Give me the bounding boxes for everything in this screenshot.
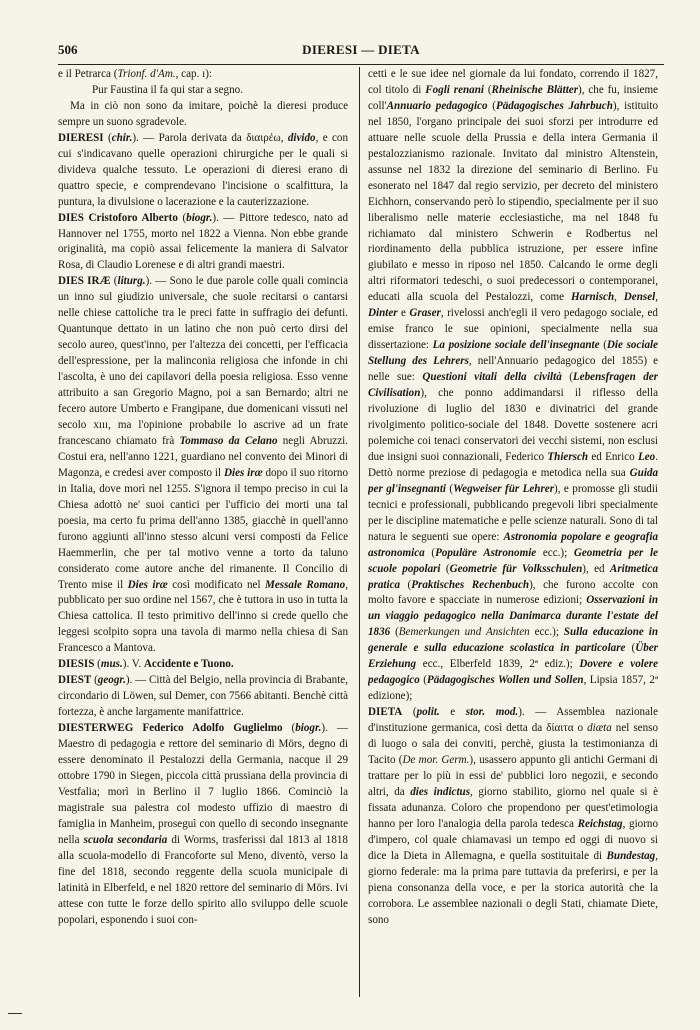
headword: DIES Cristoforo Alberto: [58, 211, 178, 224]
text-run: Dies iræ: [223, 466, 263, 479]
text-run: (: [402, 706, 417, 719]
text-run: La posizione sociale dell'insegnante: [432, 339, 600, 352]
verse-quote: [58, 83, 348, 99]
text-run: , Lipsia 1857, 2ª edizione);: [368, 674, 658, 703]
text-run: (: [599, 339, 607, 352]
text-run: Dovere e volere pedagogico: [368, 658, 658, 687]
text-run: Populäre Astronomie: [435, 546, 537, 559]
text-run: (: [94, 658, 101, 671]
text-run: Die sociale Stellung des Lehrers: [368, 339, 658, 368]
text-run: mus.: [100, 658, 123, 671]
text-run: così modificato nel: [167, 578, 265, 591]
text-run: (: [103, 131, 112, 144]
text-run: ), che furono accolte con molto favore e spacciate in numerose edizioni;: [368, 578, 658, 607]
headword: DIERESI: [58, 131, 104, 144]
text-run: negli Abruzzi. Costui era, nell'anno 1221, guardiano nel convento dei Minori di Magonza, e credesi aver composto il: [58, 434, 348, 479]
page-number: 506: [58, 42, 78, 57]
text-run: (: [487, 99, 496, 112]
text-run: ). — Pittore tedesco, nato ad Hannover nel 1755, morto nel 1822 a Vienna. Non ebbe grande originalità, ma copiò assai felicemente la maniera di Salvator Rosa, di Claudio Lorenese e di altri grandi maestri.: [58, 211, 348, 272]
text-run: polit.: [416, 706, 440, 719]
text-run: ), che fu, insieme coll': [368, 83, 658, 112]
text-run: , cap. ı):: [175, 68, 212, 80]
text-run: (: [419, 674, 427, 687]
text-run: Bemerkungen und Ansichten: [398, 626, 530, 639]
column-divider: [359, 67, 360, 997]
page-header: [58, 42, 664, 60]
text-run: Dinter: [368, 307, 398, 320]
text-run: stor. mod.: [465, 706, 519, 719]
running-title: DIERESI — DIETA: [302, 42, 420, 57]
text-run: , e con cui s'indicavano quelle operazioni chirurgiche per le quali si divideva qualche tessuto. Le operazioni di dieresi erano di quattro specie, e comprendevano l'incisione o scalfittura, la puntura, la divulsione o lacerazione e la cauterizzazione.: [58, 131, 348, 208]
entry-diesterweg: [58, 721, 348, 928]
text-run: (: [91, 674, 98, 687]
text-run: (: [446, 482, 454, 495]
text-run: (: [561, 371, 573, 384]
paragraph: [58, 67, 348, 83]
margin-mark: [8, 1013, 22, 1014]
headword: DIESIS: [58, 658, 95, 671]
text-run: dopo il suo ritorno in Italia, dove morì nel 1255. S'ignora il tempo preciso in cui la Chiesa adottò ne' suoi cantici per l'ufficio dei morti una tal poesia, ma certo fu prima dell'anno 1385, giacchè in quell'anno furono aggiunti all'inno stesso alcuni versi composti da Felice Haemmerlin, che per tal motivo venne a torto da taluno considerato come autore anche del rimanente. Il Concilio di Trento mise il: [58, 466, 348, 591]
text-run: . Dettò norme preziose di pedagogia e metodica nella sua: [368, 450, 658, 479]
text-run: Geometrie für Volksschulen: [449, 562, 583, 575]
text-run: (: [400, 578, 412, 591]
text-run: ), istituito nel 1850, l'organo principale dei suoi sforzi per introdurre ed attuare nelle scuole della Prussia e della intera Germania il pestalozzianismo razionale. Invitato dal ministro Altenstein, assunse nel 1832 la direzione del seminario di Berlino. Fu esonerato nel 1847 dal regio servizio, per decreto del ministero Eichhorn, conservando però lo stipendio, specialmente per il suo liberalismo nelle materie ecclesiastiche, ma nel 1848 fu richiamato dal ministero Schwerin e Rodbertus nel riordinamento della pubblica istruzione, per essere infine giubilato e messo in riposo nel 1850. Calcando le orme degli altri riformatori tedeschi, o suoi predecessori o contemporanei, educati alla scuola del Pestalozzi, come: [368, 99, 658, 304]
text-run: biogr.: [295, 722, 322, 735]
text-run: Leo: [637, 450, 656, 463]
header-rule: [58, 64, 664, 65]
text-run: Fogli renani: [425, 83, 484, 96]
text-run: liturg.: [117, 275, 146, 288]
text-run: , pubblicato per suo ordine nel 1567, che è tuttora in uso in tutta la Chiesa cattolica. Il testo primitivo dell'inno si crede quello che leggesi scolpito sopra una tavola di marmo nella chiesa di San Francesco a Mantova.: [58, 578, 348, 655]
text-run: Dies iræ: [127, 578, 168, 591]
text-run: ), e promosse gli studii tecnici e professionali, pubblicando pregevoli libri specialmente per le discipline matematiche e pelle scienze naturali. Sono di tal natura le seguenti sue opere:: [368, 482, 658, 543]
text-run: dies indictus: [410, 785, 471, 798]
text-run: ). — Maestro di pedagogia e rettore del seminario di Mörs, degno di essere denominato il Pestalozzi della Germania, nacque il 29 ottobre 1790 in Siegen, piccola città prussiana della provincia di Vestfalia; morì in Berlino il 7 luglio 1866. Cominciò la magistrale sua palestra col modesto uffizio di maestro di famiglia in Manheim, proseguì con quello di secondo insegnante nella: [58, 722, 348, 846]
text-run: ). V.: [122, 658, 144, 671]
paragraph: [58, 99, 348, 131]
text-run: (: [282, 722, 296, 735]
text-run: Lebensfragen der Civilisation: [368, 371, 658, 400]
text-run: Trionf. d'Am.: [117, 68, 176, 80]
text-run: ). — Sono le due parole colle quali comincia un inno sul giudizio universale, che suole recitarsi o cantarsi nelle chiese cattoliche tra le preci fatte in suffragio dei defunti. Quantunque dettato in un latino che non può certo dirsi del secolo aureo, quest'inno, per l'altezza dei concetti, per l'efficacia dell'espressione, per la malinconia religiosa che infonde in chi l'ascolta, è uno dei capilavori della poesia religiosa. Esso venne attribuito a san Gregorio Magno, poi a san Bernardo; altri ne fecero autore Umberto e Frangipane, due domenicani vissuti nel secolo xııı, ma l'opinione probabile lo ascrive ad un frate francescano chiamato frà: [58, 275, 348, 447]
text-run: Messale Romano: [264, 578, 346, 591]
text-run: ed Enrico: [588, 450, 638, 463]
text-run: Astronomia popolare e geografia astronomica: [368, 530, 658, 559]
entry-dieresi: [58, 131, 348, 211]
text-run: Graser: [409, 307, 441, 320]
text-run: , rivelossi anch'egli il vero pedagogo sociale, ed emise franco le sue opinioni, specialmente nella sua dissertazione:: [368, 307, 658, 352]
text-run: Harnisch: [570, 291, 615, 304]
text-run: ecc.);: [529, 626, 564, 639]
headword: DIETA: [368, 706, 403, 719]
text-run: di Worms, trasferissi dal 1813 al 1818 alla scuola-modello di Francoforte sul Meno, diventò, verso la fine del 1818, secondo reggente della scuola municipale di latinità in Elberfeld, e nel 1820 rettore del seminario di Mörs. Ivi attese con tutte le forze dello spirito allo sviluppo delle scuole popolari, esponendo i suoi con-: [58, 833, 348, 926]
text-run: chir.: [111, 131, 133, 144]
text-run: biogr.: [186, 211, 213, 224]
text-run: Questioni vitali della civiltà: [422, 371, 562, 384]
text-run: , giorno stabilito, giorno nel quale si è fissata adunanza. Coloro che propendono per quest'etimologia hanno per loro l'analogia della parola tedesca: [368, 785, 658, 830]
text-run: Rheinische Blätter: [491, 83, 579, 96]
left-column: [58, 67, 348, 997]
text-run: Praktisches Rechenbuch: [411, 578, 530, 591]
text-run: ecc.);: [536, 546, 574, 559]
text-run: (: [483, 83, 492, 96]
text-run: Aritmetica pratica: [368, 562, 658, 591]
cross-reference: Accidente e Tuono.: [143, 658, 234, 671]
text-run: ecc., Elberfeld 1839, 2ª ediz.);: [416, 658, 580, 671]
text-run: ). — Parola derivata da διαιρέω,: [132, 131, 288, 144]
right-column: [368, 67, 658, 997]
entry-diest: [58, 673, 348, 721]
text-run: Annuario pedagogico: [386, 99, 488, 112]
text-run: (: [390, 626, 399, 639]
text-run: Sulla educazione in generale e sulla educazione scolastica in particolare: [368, 626, 658, 655]
text-run: diæta: [587, 722, 612, 735]
entry-dieta: [368, 705, 658, 928]
text-run: ). — Città del Belgio, nella provincia di Brabante, circondario di Löwen, sul Demer, con 7566 abitanti. Benchè città fortezza, è anche largamente manifattrice.: [58, 674, 348, 719]
text-run: ), usassero appunto gli antichi Germani di trattare per lo più in essi de' pubblici loro negozii, e secondo altri, da: [368, 753, 658, 798]
entry-dies-cristoforo: [58, 211, 348, 275]
text-run: divido: [287, 131, 316, 144]
text-run: Ma in ciò non sono da imitare, poichè la dieresi produce sempre un suono sgradevole.: [58, 99, 348, 128]
text-run: Über Erziehung: [368, 642, 658, 671]
text-run: cetti e le sue idee nel giornale da lui fondato, correndo il 1827, col titolo di: [368, 68, 658, 96]
headword: DIES IRÆ: [58, 275, 111, 288]
text-run: geogr.: [97, 674, 126, 687]
text-run: Bundestag: [606, 849, 656, 862]
text-run: ), che ponno addimandarsi il riflesso della rivoluzione di luglio del 1830 e divinatrici del grande rivolgimento politico-sociale del 1848. Dovette sostenere acri polemiche coi tenaci conservatori dei vecchi sistemi, non esclusi due insigni suoi connazionali, Federico: [368, 387, 658, 463]
text-run: Densel: [623, 291, 656, 304]
text-run: ,: [614, 291, 624, 304]
text-run: ). — Assemblea nazionale d'instituzione germanica, così detta da δίαιτα o: [368, 706, 658, 735]
text-run: ), ed: [582, 562, 610, 575]
text-run: Reichstag: [577, 817, 623, 830]
text-run: nel senso di luogo o sala dei conviti, perchè, giusta la testimonianza di Tacito (: [368, 722, 658, 766]
text-run: ,: [655, 291, 658, 304]
text-run: e: [397, 307, 410, 320]
text-run: , giorno federale: ma la prima pare tuttavia da preferirsi, e per la piena consonanza della voce, e per la storica autorità che la corrobora. Le assemblee nazionali o degli Stati, chiamate Diete, sono: [368, 849, 658, 926]
text-run: e il Petrarca (: [58, 68, 118, 80]
headword: DIESTERWEG Federico Adolfo Guglielmo: [58, 722, 283, 735]
text-run: Guida per gl'insegnanti: [368, 466, 658, 495]
text-run: De mor. Germ.: [402, 753, 470, 766]
entry-diesis: [58, 657, 348, 673]
text-run: (: [110, 275, 118, 288]
text-run: (: [424, 546, 436, 559]
text-run: Thiersch: [547, 450, 589, 463]
text-run: Pädagogisches Wollen und Sollen: [426, 674, 584, 687]
text-run: Tommaso da Celano: [179, 434, 278, 447]
text-run: Wegweiser für Lehrer: [453, 482, 555, 495]
headword: DIEST: [58, 674, 92, 687]
entry-diesterweg-continued: [368, 67, 658, 705]
text-run: Pädagogisches Jahrbuch: [495, 99, 613, 112]
text-run: Osservazioni in un viaggio pedagogico nella Danimarca durante l'estate del 1836: [368, 594, 658, 639]
text-run: scuola secondaria: [83, 833, 168, 846]
text-run: (: [177, 211, 187, 224]
text-run: (: [625, 642, 636, 655]
entry-dies-irae: [58, 274, 348, 657]
text-run: Geometria per le scuole popolari: [368, 546, 658, 575]
text-run: , giorno d'impero, col quale chiamavasi un tempo ed oggi di nuovo si dice la Dieta in Allemagna, e quella sostituitale di: [368, 817, 658, 862]
text-run: (: [440, 562, 450, 575]
text-run: Pur Faustina il fa qui star a segno.: [92, 83, 243, 96]
text-run: e: [439, 706, 466, 719]
text-run: , nell'Annuario pedagogico del 1855) e nelle sue:: [368, 355, 658, 384]
